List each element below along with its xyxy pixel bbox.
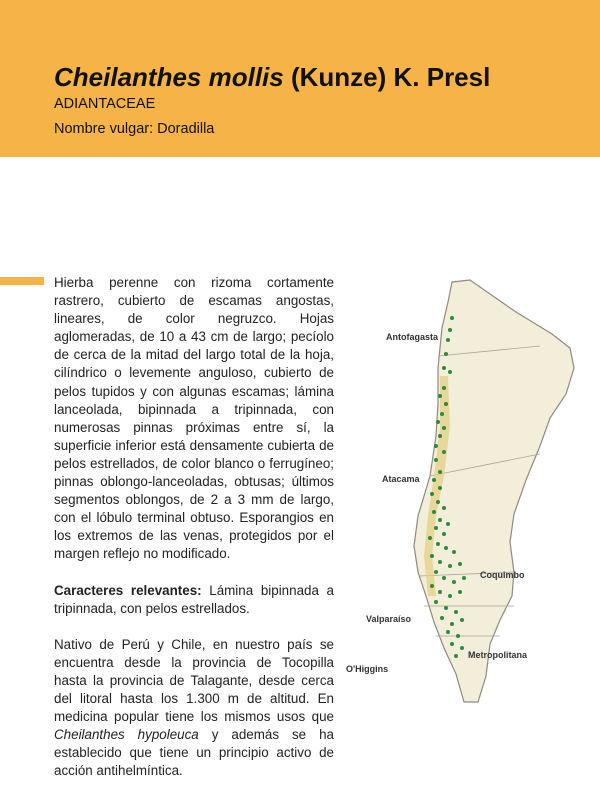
region-label-antofagasta: Antofagasta xyxy=(386,332,439,342)
region-label-valparaiso: Valparaíso xyxy=(366,614,412,624)
distribution-text-before: Nativo de Perú y Chile, en nuestro país se encuentra desde la provincia de Tocopilla hasta la provincia de Talagante, desde cerca del litoral hasta los 1.300 m de altitud. En medicina popular tiene los mismos usos que xyxy=(54,636,334,725)
relevant-label: Caracteres relevantes: xyxy=(54,582,202,598)
family-name: ADIANTACEAE xyxy=(54,96,156,112)
species-name: Cheilanthes mollis xyxy=(54,62,284,92)
species-author: (Kunze) K. Presl xyxy=(283,62,491,92)
species-reference: Cheilanthes hypoleuca xyxy=(54,727,199,743)
region-label-atacama: Atacama xyxy=(382,474,420,484)
distribution-paragraph xyxy=(54,636,334,781)
distribution-map xyxy=(340,276,600,706)
description-paragraph: Hierba perenne con rizoma cortamente rastrero, cubierto de escamas angostas, lineares, de color negruzco. Hojas aglomeradas, de 10 a 43 cm de largo; pecíolo de cerca de la mitad del largo total de la hoja, cilíndrico o levemente anguloso, cubierto de pelos tupidos y con algunas escamas; lámina lanceolada, bipinnada a tripinnada, con numerosas pinnas próximas entre sí, la superficie inferior está densamente cubierta de pelos estrellados, de color blanco o ferrugíneo; pinnas oblongo-lanceoladas, obtusas; últimos segmentos oblongos, de 2 a 3 mm de largo, con el lóbulo terminal obtuso. Esporangios en los extremos de las venas, protegidos por el margen reflejo no modificado. xyxy=(54,275,334,562)
region-label-metropolitana: Metropolitana xyxy=(468,650,528,660)
distribution-text-after: y además se ha establecido que tiene un principio activo de acción antihelmíntica. xyxy=(54,727,334,779)
common-name: Nombre vulgar: Doradilla xyxy=(54,121,215,137)
region-label-ohiggins: O'Higgins xyxy=(346,664,389,674)
page-title xyxy=(54,62,490,93)
relevant-paragraph xyxy=(54,582,334,618)
region-label-coquimbo: Coquimbo xyxy=(480,570,525,580)
body-text xyxy=(54,274,334,798)
relevant-text: Lámina bipinnada a tripinnada, con pelos estrellados. xyxy=(54,582,335,616)
accent-bar xyxy=(0,277,44,285)
